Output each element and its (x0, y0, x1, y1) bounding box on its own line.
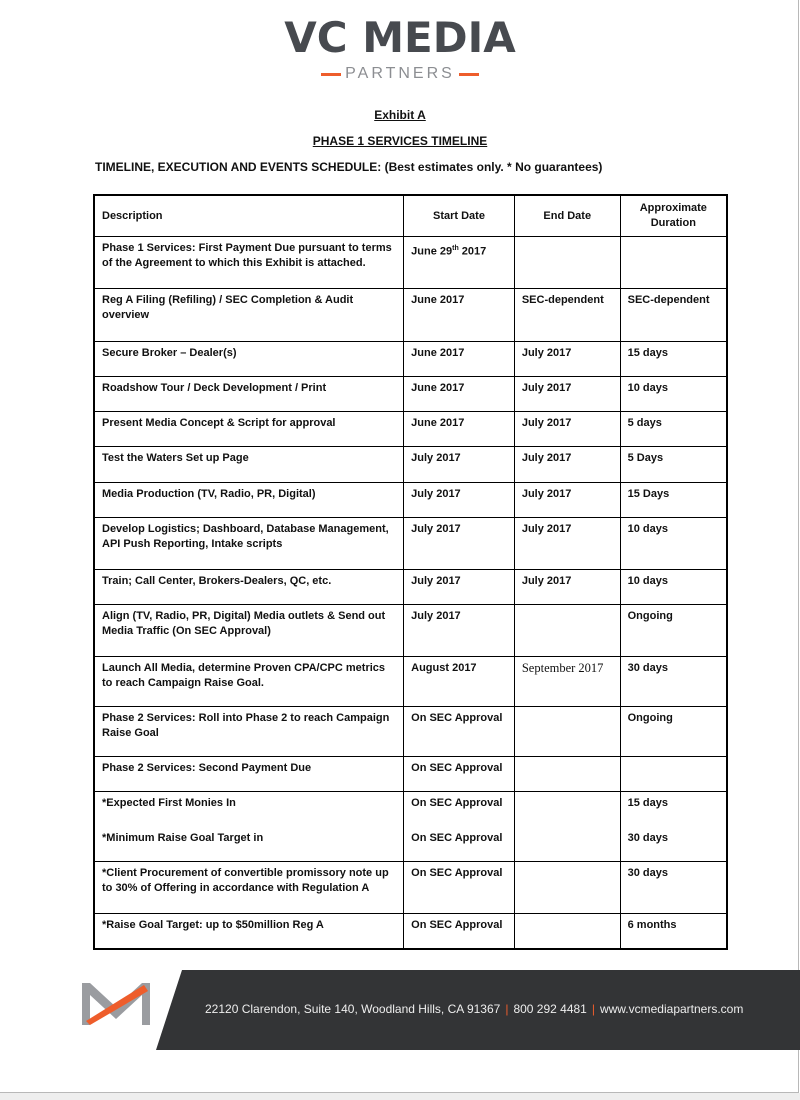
table-row (94, 914, 727, 949)
row-duration: 6 months (620, 914, 727, 949)
timeline-table (93, 194, 728, 950)
row-start-date: July 2017 (404, 570, 515, 605)
footer-separator: | (591, 1002, 595, 1016)
header-end-date: End Date (514, 195, 620, 237)
footer-contact (205, 1002, 743, 1016)
row-end-date (514, 605, 620, 657)
start-date-year: 2017 (458, 245, 487, 258)
row-end-date (514, 707, 620, 757)
table-row (94, 827, 727, 862)
footer-logo-icon (82, 981, 150, 1025)
row-duration: 10 days (620, 518, 727, 570)
row-description: *Client Procurement of convertible promissory note up to 30% of Offering in accordance with Regulation A (94, 862, 404, 914)
logo-subtitle (0, 64, 800, 84)
row-start-date: June 2017 (404, 289, 515, 342)
row-start-date: On SEC Approval (404, 792, 515, 827)
row-end-date: July 2017 (514, 483, 620, 518)
page-bottom-strip (0, 1093, 800, 1100)
table-row (94, 483, 727, 518)
header-duration (620, 195, 727, 237)
table-row (94, 289, 727, 342)
row-start-date: On SEC Approval (404, 862, 515, 914)
row-start-date: June 2017 (404, 412, 515, 447)
row-description: Launch All Media, determine Proven CPA/CPC metrics to reach Campaign Raise Goal. (94, 657, 404, 707)
row-duration: 15 days (620, 342, 727, 377)
table-row (94, 862, 727, 914)
row-duration: Ongoing (620, 605, 727, 657)
start-date-ordinal: th (452, 245, 459, 252)
row-description: Phase 2 Services: Roll into Phase 2 to reach Campaign Raise Goal (94, 707, 404, 757)
row-description: Secure Broker – Dealer(s) (94, 342, 404, 377)
row-start-date: July 2017 (404, 447, 515, 483)
row-description: Develop Logistics; Dashboard, Database Management, API Push Reporting, Intake scripts (94, 518, 404, 570)
table-row (94, 518, 727, 570)
row-description: Align (TV, Radio, PR, Digital) Media outlets & Send out Media Traffic (On SEC Approval) (94, 605, 404, 657)
table-row (94, 342, 727, 377)
logo-subtitle-text: PARTNERS (345, 65, 455, 82)
row-end-date (514, 757, 620, 792)
table-row (94, 447, 727, 483)
row-description: Phase 2 Services: Second Payment Due (94, 757, 404, 792)
row-start-date: June 2017 (404, 342, 515, 377)
header-start-date: Start Date (404, 195, 515, 237)
row-duration: 30 days (620, 827, 727, 862)
row-start-date: On SEC Approval (404, 757, 515, 792)
row-duration: SEC-dependent (620, 289, 727, 342)
row-end-date (514, 237, 620, 289)
row-duration (620, 237, 727, 289)
phase-heading: PHASE 1 SERVICES TIMELINE (312, 134, 488, 148)
row-duration: 5 Days (620, 447, 727, 483)
row-start-date: On SEC Approval (404, 827, 515, 862)
table-row (94, 412, 727, 447)
row-description: Present Media Concept & Script for approval (94, 412, 404, 447)
row-duration: Ongoing (620, 707, 727, 757)
logo-wordmark: VC MEDIA (284, 13, 516, 62)
footer-website-link[interactable]: www.vcmediapartners.com (599, 1002, 744, 1016)
row-duration (620, 757, 727, 792)
row-description: Reg A Filing (Refiling) / SEC Completion & Audit overview (94, 289, 404, 342)
footer-address: 22120 Clarendon, Suite 140, Woodland Hills, CA 91367 (205, 1002, 501, 1016)
row-end-date (514, 792, 620, 827)
row-start-date (404, 237, 515, 289)
row-description: *Expected First Monies In (94, 792, 404, 827)
row-end-date (514, 827, 620, 862)
row-duration: 5 days (620, 412, 727, 447)
header-description: Description (94, 195, 404, 237)
logo-dash-left (321, 73, 341, 76)
row-end-date: July 2017 (514, 570, 620, 605)
header-duration-line2: Duration (650, 217, 696, 229)
table-row (94, 570, 727, 605)
row-description: Roadshow Tour / Deck Development / Print (94, 377, 404, 412)
row-end-date: July 2017 (514, 412, 620, 447)
table-row (94, 757, 727, 792)
timeline-heading: TIMELINE, EXECUTION AND EVENTS SCHEDULE: (Best estimates only. * No guarantees) (95, 160, 603, 174)
row-description: Media Production (TV, Radio, PR, Digital) (94, 483, 404, 518)
footer-separator: | (505, 1002, 509, 1016)
row-description: Phase 1 Services: First Payment Due pursuant to terms of the Agreement to which this Exhibit is attached. (94, 237, 404, 289)
row-start-date: On SEC Approval (404, 707, 515, 757)
row-description: Test the Waters Set up Page (94, 447, 404, 483)
row-description: *Raise Goal Target: up to $50million Reg A (94, 914, 404, 949)
logo-dash-right (459, 73, 479, 76)
table-row (94, 707, 727, 757)
row-duration: 15 Days (620, 483, 727, 518)
row-duration: 15 days (620, 792, 727, 827)
table-row (94, 605, 727, 657)
footer-phone: 800 292 4481 (513, 1002, 587, 1016)
row-duration: 10 days (620, 377, 727, 412)
row-end-date: July 2017 (514, 377, 620, 412)
start-date-prefix: June 29 (411, 245, 453, 258)
row-end-date (514, 914, 620, 949)
row-start-date: June 2017 (404, 377, 515, 412)
row-start-date: On SEC Approval (404, 914, 515, 949)
table-row (94, 237, 727, 289)
exhibit-heading: Exhibit A (374, 108, 426, 122)
company-logo (0, 14, 800, 84)
row-start-date: July 2017 (404, 483, 515, 518)
table-row (94, 657, 727, 707)
table-row (94, 377, 727, 412)
row-description: *Minimum Raise Goal Target in (94, 827, 404, 862)
row-duration: 30 days (620, 862, 727, 914)
row-end-date: SEC-dependent (514, 289, 620, 342)
header-duration-line1: Approximate (639, 202, 707, 214)
row-end-date: September 2017 (514, 657, 620, 707)
row-start-date: August 2017 (404, 657, 515, 707)
row-end-date: July 2017 (514, 342, 620, 377)
row-description: Train; Call Center, Brokers-Dealers, QC, etc. (94, 570, 404, 605)
table-header-row (94, 195, 727, 237)
table-row (94, 792, 727, 827)
row-start-date: July 2017 (404, 605, 515, 657)
row-start-date: July 2017 (404, 518, 515, 570)
row-end-date: July 2017 (514, 447, 620, 483)
row-end-date: July 2017 (514, 518, 620, 570)
row-end-date (514, 862, 620, 914)
row-duration: 10 days (620, 570, 727, 605)
row-duration: 30 days (620, 657, 727, 707)
